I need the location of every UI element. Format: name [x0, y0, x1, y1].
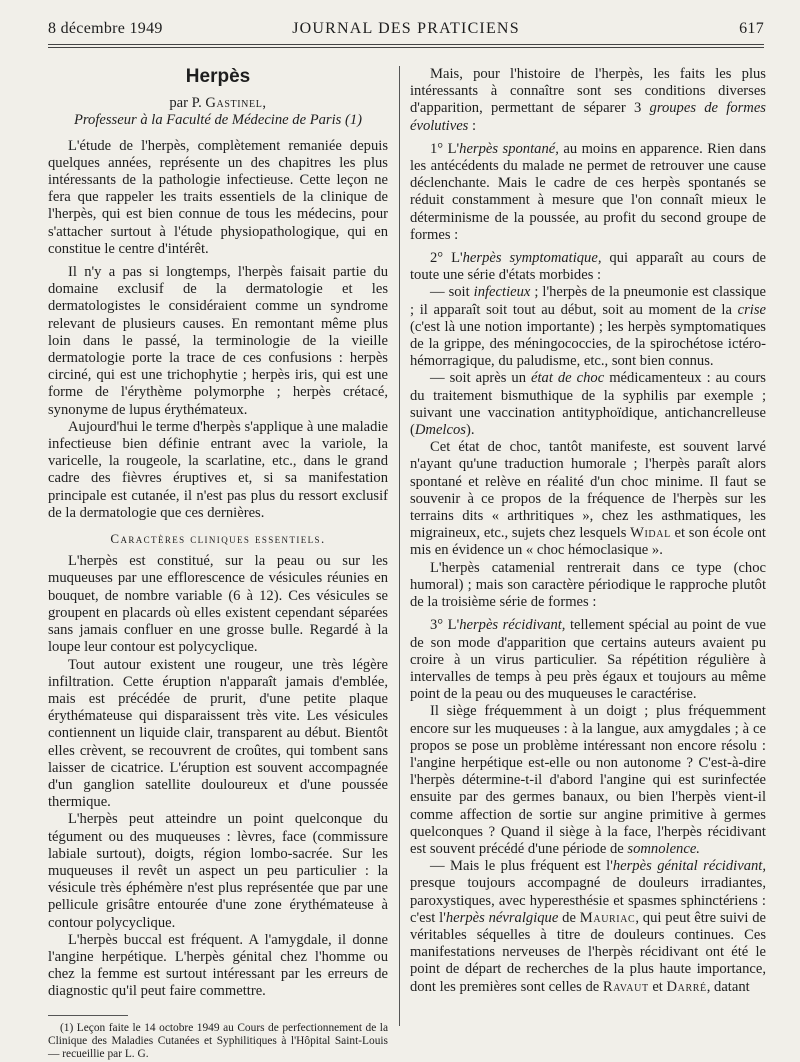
author-affiliation: Professeur à la Faculté de Médecine de Paris (1): [73, 112, 362, 129]
paragraph: Il n'y a pas si longtemps, l'herpès faisait partie du domaine exclusif de la dermatologie et les dermatologistes le considéraient comme un syndrome relevant de plusieurs causes. En remontant même plus loin dans le passé, la terminologie de la vieille dermatologie porte la trace de ces confusions : herpès circiné, qui est une trichophytie ; herpès iris, qui est une forme de l'érythème polymorphe ; herpès crétacé, synonyme de lupus érythémateux.: [48, 264, 388, 418]
paragraph: 2° L'herpès symptomatique, qui apparaît au cours de toute une série d'états morbides :: [410, 250, 766, 284]
section-heading: Caractères cliniques essentiels.: [110, 531, 326, 547]
paragraph: Cet état de choc, tantôt manifeste, est souvent larvé n'ayant qu'une traduction humorale ; l'herpès paraît alors spontané et relève en réalité d'un choc minime. Il faut se souvenir à ce propos de la fréquence de l'herpès sur les terrains dits « arthritiques », chez les asthmatiques, les migraineux, etc., sujets chez lesquels Widal et son école ont mis en évidence un « choc hémoclasique ».: [410, 439, 766, 559]
header-rule: [48, 44, 764, 48]
right-column: [410, 66, 766, 996]
byline-prefix: par P.: [169, 95, 206, 112]
running-header: [48, 20, 764, 46]
page-number: 617: [739, 20, 764, 37]
footnote-rule: [48, 1015, 128, 1016]
paragraph: 3° L'herpès récidivant, tellement spécial au point de vue de son mode d'apparition que certains auteurs avaient pu croire à un virus particulier. Sa répétition régulière à intervalles de temps à peu près égaux et toujours au même point de la peau ou des muqueuses le caractérise.: [410, 617, 767, 703]
paragraph: L'herpès buccal est fréquent. A l'amygdale, il donne l'angine herpétique. L'herpès génital chez l'homme ou chez la femme est surtout intéressant par les erreurs de diagnostic qu'il peut faire commettre.: [48, 931, 388, 1000]
byline: [48, 95, 388, 112]
paragraph: Tout autour existent une rougeur, une très légère infiltration. Cette éruption n'apparaît jamais d'emblée, mais est précédée de prurit, d'une petite plaque érythémateuse qui disparaissent très vite. Les vésicules contiennent un liquide clair, transparent au début. Bientôt elles crèvent, se recouvrent de croûtes, qui tombent sans laisser de cicatrice. L'éruption est souvent accompagnée d'un ganglion satellite douloureux et d'une poussée thermique.: [48, 656, 388, 811]
footnote: (1) Leçon faite le 14 octobre 1949 au Cours de perfectionnement de la Clinique des Maladies Cutanées et Syphilitiques à l'Hôpital Saint-Louis — recueillie par L. G.: [48, 1021, 388, 1061]
paragraph: L'herpès catamenial rentrerait dans ce type (choc humoral) ; mais son caractère périodique le rapproche plutôt de la troisième série de formes :: [410, 559, 766, 611]
paragraph: — Mais le plus fréquent est l'herpès génital récidivant, presque toujours accompagné de douleurs irradiantes, paroxystiques, avec hyperesthésie et spasmes sphinctériens : c'est l'herpès névralgique de Mauriac, qui peut être suivi de véritables séquelles à titre de douleurs continues. Ces manifestations nerveuses de l'herpès récidivant ont été le point de départ de recherches de la plus haute importance, dont les premières sont celles de Ravaut et Darré, datant: [410, 858, 766, 995]
paragraph: Mais, pour l'histoire de l'herpès, les faits les plus intéressants à connaître sont ses conditions diverses d'apparition, permettant de séparer 3 groupes de formes évolutives :: [410, 66, 766, 134]
paragraph: — soit après un état de choc médicamenteux : au cours du traitement bismuthique de la syphilis par exemple ; suivant une vaccination antityphoïdique, antichancrelleuse (Dmelcos).: [410, 370, 766, 439]
header-date: 8 décembre 1949: [48, 20, 163, 37]
paragraph: L'étude de l'herpès, complètement remaniée depuis quelques années, représente un des chapitres les plus intéressants de la pathologie infectieuse. Cette leçon ne fera que rappeler les traits essentiels de la clinique de l'herpès, qui est bien connue de tous les médecins, pour s'attacher surtout à l'étude physiopathologique, qui en constitue le centre d'intérêt.: [48, 137, 388, 257]
paragraph: 1° L'herpès spontané, au moins en apparence. Rien dans les antécédents du malade ne permet de retrouver une cause déclenchante. Mais le cadre de ces herpès spontanés se réduit constamment à mesure que l'on connaît mieux le déterminisme de la poussée, au profit du second groupe de formes :: [410, 140, 767, 243]
author-name: Gastinel,: [205, 95, 267, 112]
paragraph: Aujourd'hui le terme d'herpès s'applique à une maladie infectieuse bien définie entrant avec la variole, la varicelle, la rougeole, la scarlatine, etc., dans le grand cadre des fièvres éruptives et, si sa manifestation principale est cutanée, il n'est pas plus du ressort exclusif de la dermatologie que ces dernières.: [48, 418, 388, 521]
left-column: [48, 66, 388, 1062]
paragraph: L'herpès peut atteindre un point quelconque du tégument ou des muqueuses : lèvres, face (commissure labiale surtout), doigts, région lombo-sacrée. Sur les muqueuses il revêt un aspect un peu particulier : la vésicule très éphémère n'est plus représentée que par une pellicule grisâtre entourée d'une zone érythémateuse à contour polycyclique.: [48, 811, 388, 931]
journal-title: JOURNAL DES PRATICIENS: [292, 20, 520, 37]
article-title: Herpès: [185, 66, 251, 87]
column-divider: [399, 66, 400, 1026]
paragraph: L'herpès est constitué, sur la peau ou sur les muqueuses par une efflorescence de vésicules réunies en bouquet, de nombre variable (6 à 12). Ces vésicules se groupent en placards où elles existent cependant séparées sans jamais confluer en une grosse bulle. Regardé à la loupe leur contour est polycyclique.: [48, 553, 388, 656]
paragraph: — soit infectieux ; l'herpès de la pneumonie est classique ; il apparaît soit tout au début, soit au moment de la crise (c'est là une notion importante) ; les herpès symptomatiques de la grippe, des méningococcies, de la spirochétose ictéro-hémorragique, du paludisme, etc., sont bien connus.: [410, 284, 766, 370]
paragraph: Il siège fréquemment à un doigt ; plus fréquemment encore sur les muqueuses : à la langue, aux amygdales ; à ce propos se pose un problème intéressant non encore résolu : l'angine herpétique est-elle ou non autonome ? C'est-à-dire l'herpès détermine-t-il d'abord l'angine qui est surinfectée ensuite par des germes banaux, ou bien l'herpès vient-il comme affection de sortie sur angine primitive à germes quelconques ? Quand il siège à la face, l'herpès récidivant est souvent précédé d'une période de somnolence.: [410, 703, 766, 857]
